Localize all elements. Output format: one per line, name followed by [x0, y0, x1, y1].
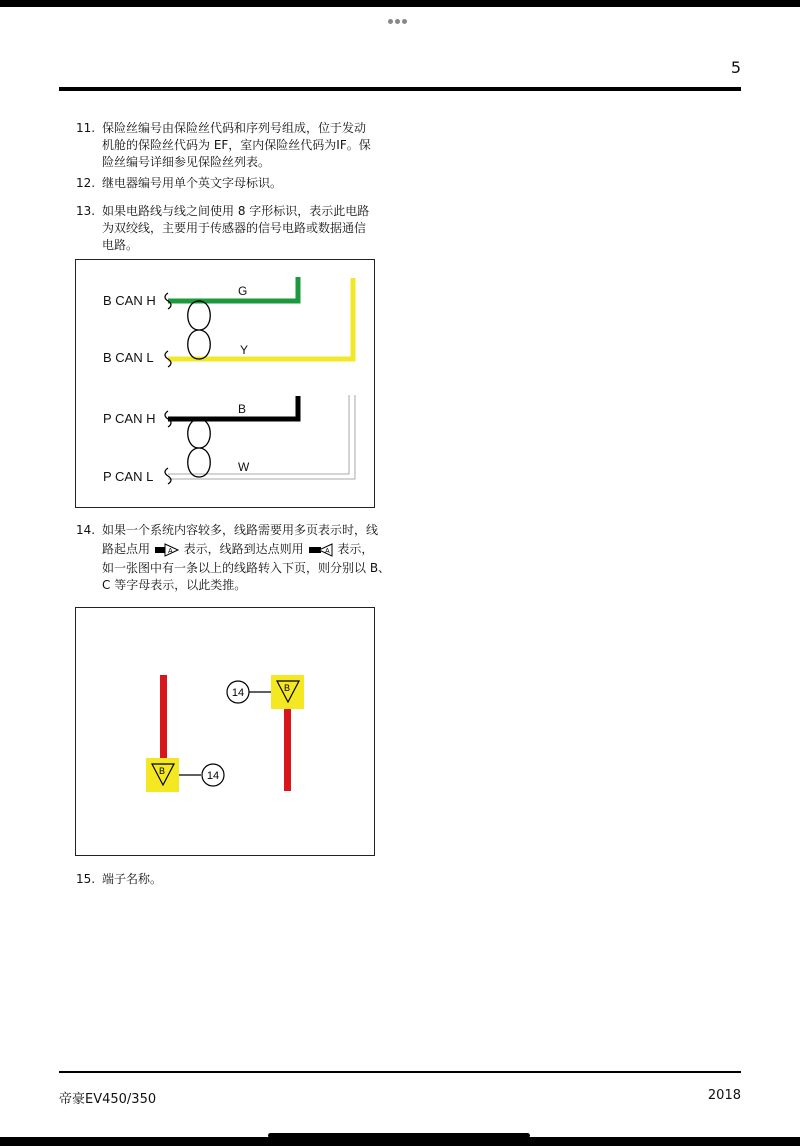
wire-yellow: [168, 278, 353, 359]
text-line: 如果一个系统内容较多，线路需要用多页表示时，线: [102, 523, 379, 537]
footer-rule: [59, 1071, 741, 1073]
terminal-number-left: 14: [206, 770, 220, 782]
color-code-label: W: [238, 460, 250, 474]
item-text: [102, 120, 382, 171]
end-letter: A: [324, 547, 330, 555]
wire-red-right: [284, 709, 291, 791]
item-number: 13.: [76, 204, 96, 218]
text-segment: 表示，: [337, 542, 374, 556]
text-line: 如果电路线与线之间使用 8 字形标识，表示此电路: [102, 204, 370, 218]
item-number: 15.: [76, 872, 96, 886]
color-code-label: B: [238, 402, 247, 416]
wire-white-inner: [168, 395, 355, 479]
twisted-pair-diagram: [75, 259, 375, 508]
text-segment: 路起点用: [102, 542, 151, 556]
list-item: [76, 120, 396, 172]
wire-white-outer: [168, 395, 349, 474]
terminal-number-right: 14: [231, 687, 245, 699]
text-line: 险丝编号详细参见保险丝列表。: [102, 155, 271, 169]
bottom-bar: [0, 1137, 800, 1146]
break-symbol: [165, 468, 171, 484]
start-letter: A: [167, 547, 173, 555]
page-start-connector-icon: [154, 543, 180, 557]
item-number: 12.: [76, 176, 96, 190]
text-line: 电路。: [102, 238, 139, 252]
wire-black: [168, 396, 298, 419]
text-segment: 表示，线路到达点则用: [183, 542, 304, 556]
text-line: 机舱的保险丝代码为 EF，室内保险丝代码为IF。保: [102, 138, 371, 152]
connector-letter-right: B: [284, 683, 291, 693]
color-code-label: Y: [240, 343, 249, 357]
item-text: [102, 871, 382, 888]
wire-green: [168, 277, 298, 301]
header-rule: [59, 87, 741, 91]
color-code-label: G: [238, 284, 248, 298]
list-item: [76, 203, 396, 255]
text-line: 端子名称。: [102, 872, 163, 886]
item-number: 11.: [76, 121, 96, 135]
text-line: 如一张图中有一条以上的线路转入下页，则分别以 B、: [102, 561, 391, 575]
wire-label: B CAN L: [103, 350, 154, 365]
footer-year: 2018: [707, 1088, 741, 1103]
page-number: 5: [730, 58, 741, 77]
twist-symbol: [188, 301, 211, 359]
text-line: [102, 539, 402, 560]
item-text: [102, 175, 382, 192]
wire-label: B CAN H: [103, 293, 156, 308]
text-line: C 等字母表示，以此类推。: [102, 578, 247, 592]
more-options-icon[interactable]: [388, 9, 412, 15]
item-number: 14.: [76, 523, 96, 537]
connector-diagram: [75, 607, 375, 856]
item-text: [102, 203, 382, 254]
wire-label: P CAN L: [103, 469, 154, 484]
list-item: [76, 522, 406, 597]
connector-drawing: [76, 608, 374, 855]
list-item: [76, 175, 396, 193]
wire-label: P CAN H: [103, 411, 156, 426]
text-line: 为双绞线，主要用于传感器的信号电路或数据通信: [102, 221, 367, 235]
footer-model: 帝豪EV450/350: [59, 1092, 157, 1107]
text-line: 保险丝编号由保险丝代码和序列号组成，位于发动: [102, 121, 367, 135]
home-indicator[interactable]: [268, 1133, 530, 1138]
wire-red-left: [160, 675, 167, 761]
connector-letter-left: B: [159, 766, 166, 776]
item-text: [102, 522, 402, 594]
top-status-bar: [0, 0, 800, 7]
twist-symbol: [188, 419, 211, 477]
list-item: [76, 871, 396, 889]
page-end-connector-icon: [308, 543, 334, 557]
text-line: 继电器编号用单个英文字母标识。: [102, 176, 283, 190]
